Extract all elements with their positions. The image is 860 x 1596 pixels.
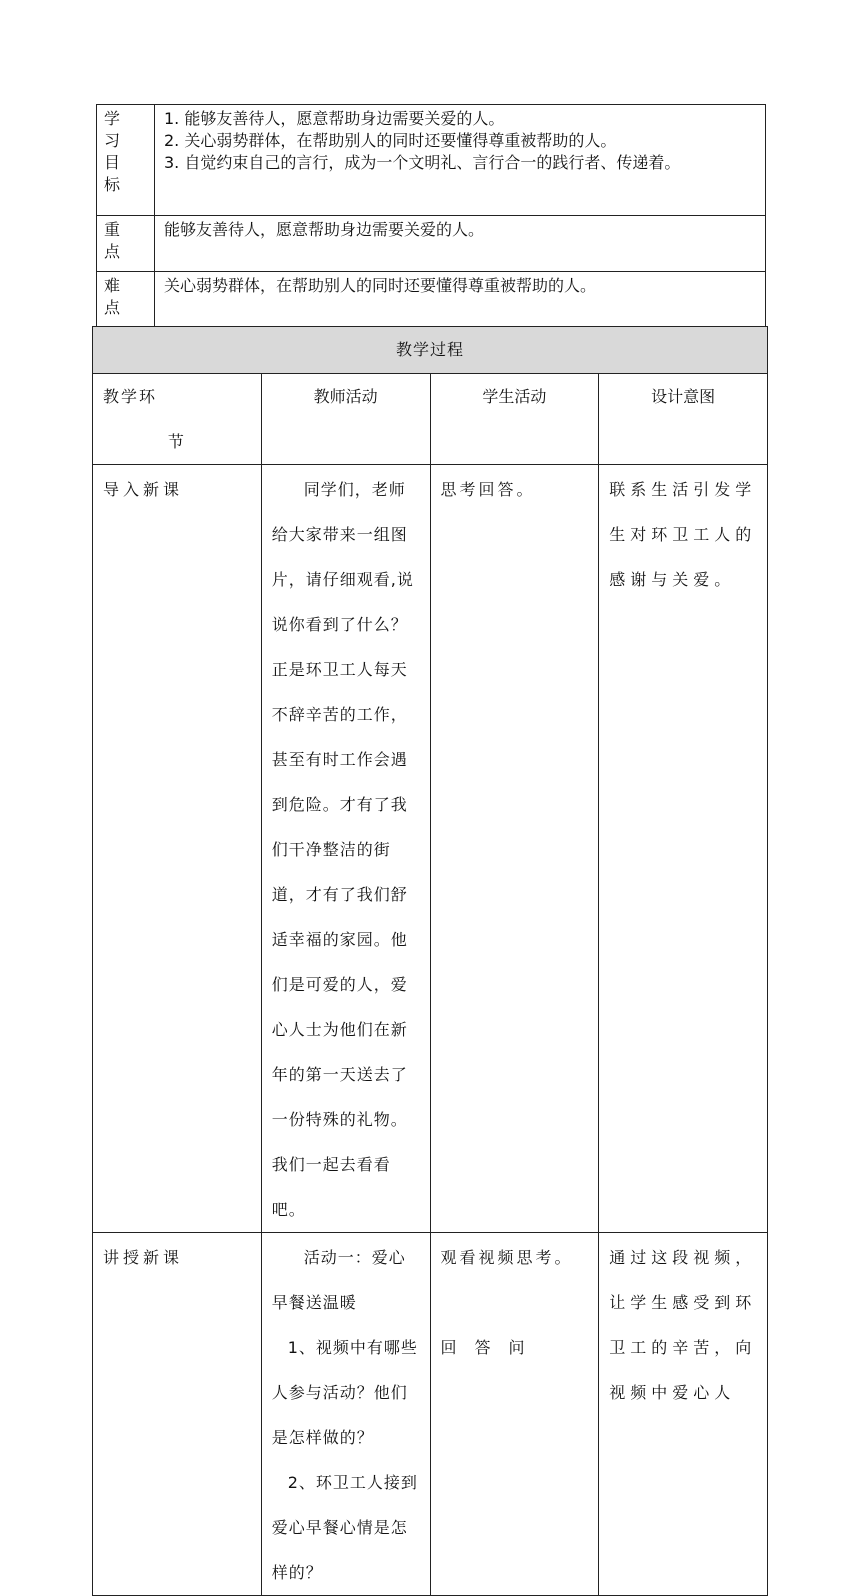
objectives-row [97, 105, 766, 216]
label-char: 重 [104, 220, 121, 239]
label-char: 难 [104, 276, 121, 295]
student-activity-1: 观看视频思考。 [440, 1248, 574, 1267]
header-phase [93, 374, 262, 465]
process-title-row [93, 327, 768, 374]
difficulty-label [97, 272, 155, 328]
phase-cell: 讲授新课 [93, 1233, 262, 1596]
label-char: 点 [104, 242, 121, 261]
objectives-content [155, 105, 766, 216]
header-phase-line: 节 [167, 432, 186, 451]
header-design: 设计意图 [599, 374, 768, 465]
activity-title: 活动一：爱心早餐送温暖 [271, 1248, 406, 1312]
student-cell [430, 1233, 599, 1596]
teacher-cell [261, 1233, 430, 1596]
difficulty-row [97, 272, 766, 328]
header-teacher: 教师活动 [261, 374, 430, 465]
student-activity-2: 回答问 [440, 1338, 543, 1357]
process-title: 教学过程 [93, 327, 768, 374]
objectives-list [164, 108, 759, 174]
header-phase-line: 教学环 [103, 387, 158, 406]
phase-cell: 导入新课 [93, 465, 262, 1233]
label-char: 习 [104, 131, 121, 150]
design-cell: 联系生活引发学生对环卫工人的感谢与关爱。 [599, 465, 768, 1233]
process-row [93, 1233, 768, 1596]
header-student: 学生活动 [430, 374, 599, 465]
teacher-cell: 同学们，老师给大家带来一组图片，请仔细观看,说说你看到了什么？正是环卫工人每天不辞辛苦的工作，甚至有时工作会遇到危险。才有了我们干净整洁的街道，才有了我们舒适幸福的家园。他们是可爱的人，爱心人士为他们在新年的第一天送去了一份特殊的礼物。我们一起去看看吧。 [261, 465, 430, 1233]
key-point-row [97, 216, 766, 272]
label-char: 目 [104, 153, 121, 172]
difficulty-content: 关心弱势群体，在帮助别人的同时还要懂得尊重被帮助的人。 [155, 272, 766, 328]
key-point-content: 能够友善待人，愿意帮助身边需要关爱的人。 [155, 216, 766, 272]
objectives-label [97, 105, 155, 216]
key-point-label [97, 216, 155, 272]
objective-item: 3. 自觉约束自己的言行，成为一个文明礼、言行合一的践行者、传递着。 [164, 153, 681, 172]
process-table [92, 326, 768, 1596]
objectives-table [96, 104, 766, 328]
question-1: 1、视频中有哪些人参与活动？他们是怎样做的？ [271, 1338, 418, 1447]
question-2: 2、环卫工人接到爱心早餐心情是怎样的？ [271, 1473, 418, 1582]
label-char: 标 [104, 175, 121, 194]
label-char: 点 [104, 298, 121, 317]
label-char: 学 [104, 109, 121, 128]
process-row [93, 465, 768, 1233]
student-cell: 思考回答。 [430, 465, 599, 1233]
spacer [441, 1280, 593, 1325]
process-header-row [93, 374, 768, 465]
design-cell: 通过这段视频，让学生感受到环卫工的辛苦，向视频中爱心人 [599, 1233, 768, 1596]
objective-item: 2. 关心弱势群体，在帮助别人的同时还要懂得尊重被帮助的人。 [164, 131, 617, 150]
objective-item: 1. 能够友善待人，愿意帮助身边需要关爱的人。 [164, 109, 505, 128]
